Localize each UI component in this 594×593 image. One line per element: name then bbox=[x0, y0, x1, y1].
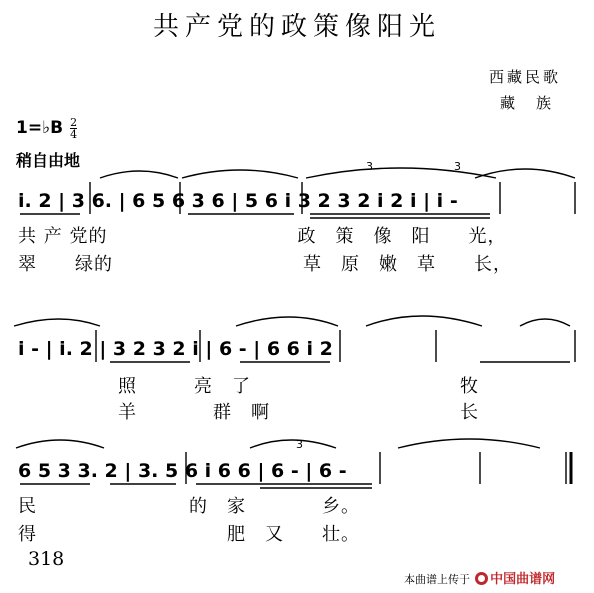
lyric-line-3a: 民 的 家 乡。 bbox=[18, 496, 360, 517]
triplet-mark: 3 bbox=[454, 160, 461, 173]
origin-ethnicity: 藏 族 bbox=[500, 94, 555, 112]
lyric-line-1a: 共 产 党的 政 策 像 阳 光， bbox=[18, 226, 507, 247]
slur bbox=[398, 439, 540, 448]
slur bbox=[100, 171, 178, 178]
page-number: 318 bbox=[28, 548, 65, 570]
key-label: 1=♭B bbox=[16, 118, 64, 138]
site-logo bbox=[475, 572, 555, 587]
time-numerator: 2 bbox=[70, 116, 78, 129]
lyric-line-1b: 翠 绿的 草 原 嫩 草 长， bbox=[18, 254, 512, 275]
slur bbox=[14, 319, 100, 326]
lyric-line-2b: 羊 群 啊 长 bbox=[118, 402, 479, 423]
slur bbox=[182, 170, 298, 178]
song-title: 共产党的政策像阳光 bbox=[152, 12, 441, 42]
logo-text: 中国曲谱网 bbox=[490, 572, 556, 587]
slur bbox=[306, 168, 496, 178]
tempo-marking: 稍自由地 bbox=[16, 151, 81, 170]
time-denominator: 4 bbox=[70, 128, 78, 141]
slur bbox=[236, 317, 338, 326]
slur bbox=[250, 440, 336, 448]
slur bbox=[16, 440, 104, 448]
footer-credit bbox=[404, 568, 555, 587]
lyric-line-3b: 得 肥 又 壮。 bbox=[18, 524, 360, 545]
notation-line-2: i - | i. 2 | 3 2 3 2 i | 6 - | 6 6 i 2 bbox=[18, 338, 333, 360]
logo-icon bbox=[475, 572, 488, 585]
triplet-mark: 3 bbox=[296, 438, 303, 451]
origin-genre: 西藏民歌 bbox=[489, 68, 562, 86]
lyric-line-2a: 照 亮 了 牧 bbox=[118, 376, 479, 397]
triplet-mark: 3 bbox=[366, 160, 373, 173]
credit-text: 本曲谱上传于 bbox=[404, 573, 470, 586]
notation-line-3: 6 5 3 3. 2 | 3. 5 6 i 6 6 | 6 - | 6 - bbox=[18, 460, 347, 482]
slur bbox=[520, 319, 570, 326]
notation-line-1: i. 2 | 3 6. | 6 5 6 3 6 | 5 6 i 3 2 3 2 i 2 i | i - bbox=[18, 190, 458, 212]
slur bbox=[366, 316, 482, 326]
